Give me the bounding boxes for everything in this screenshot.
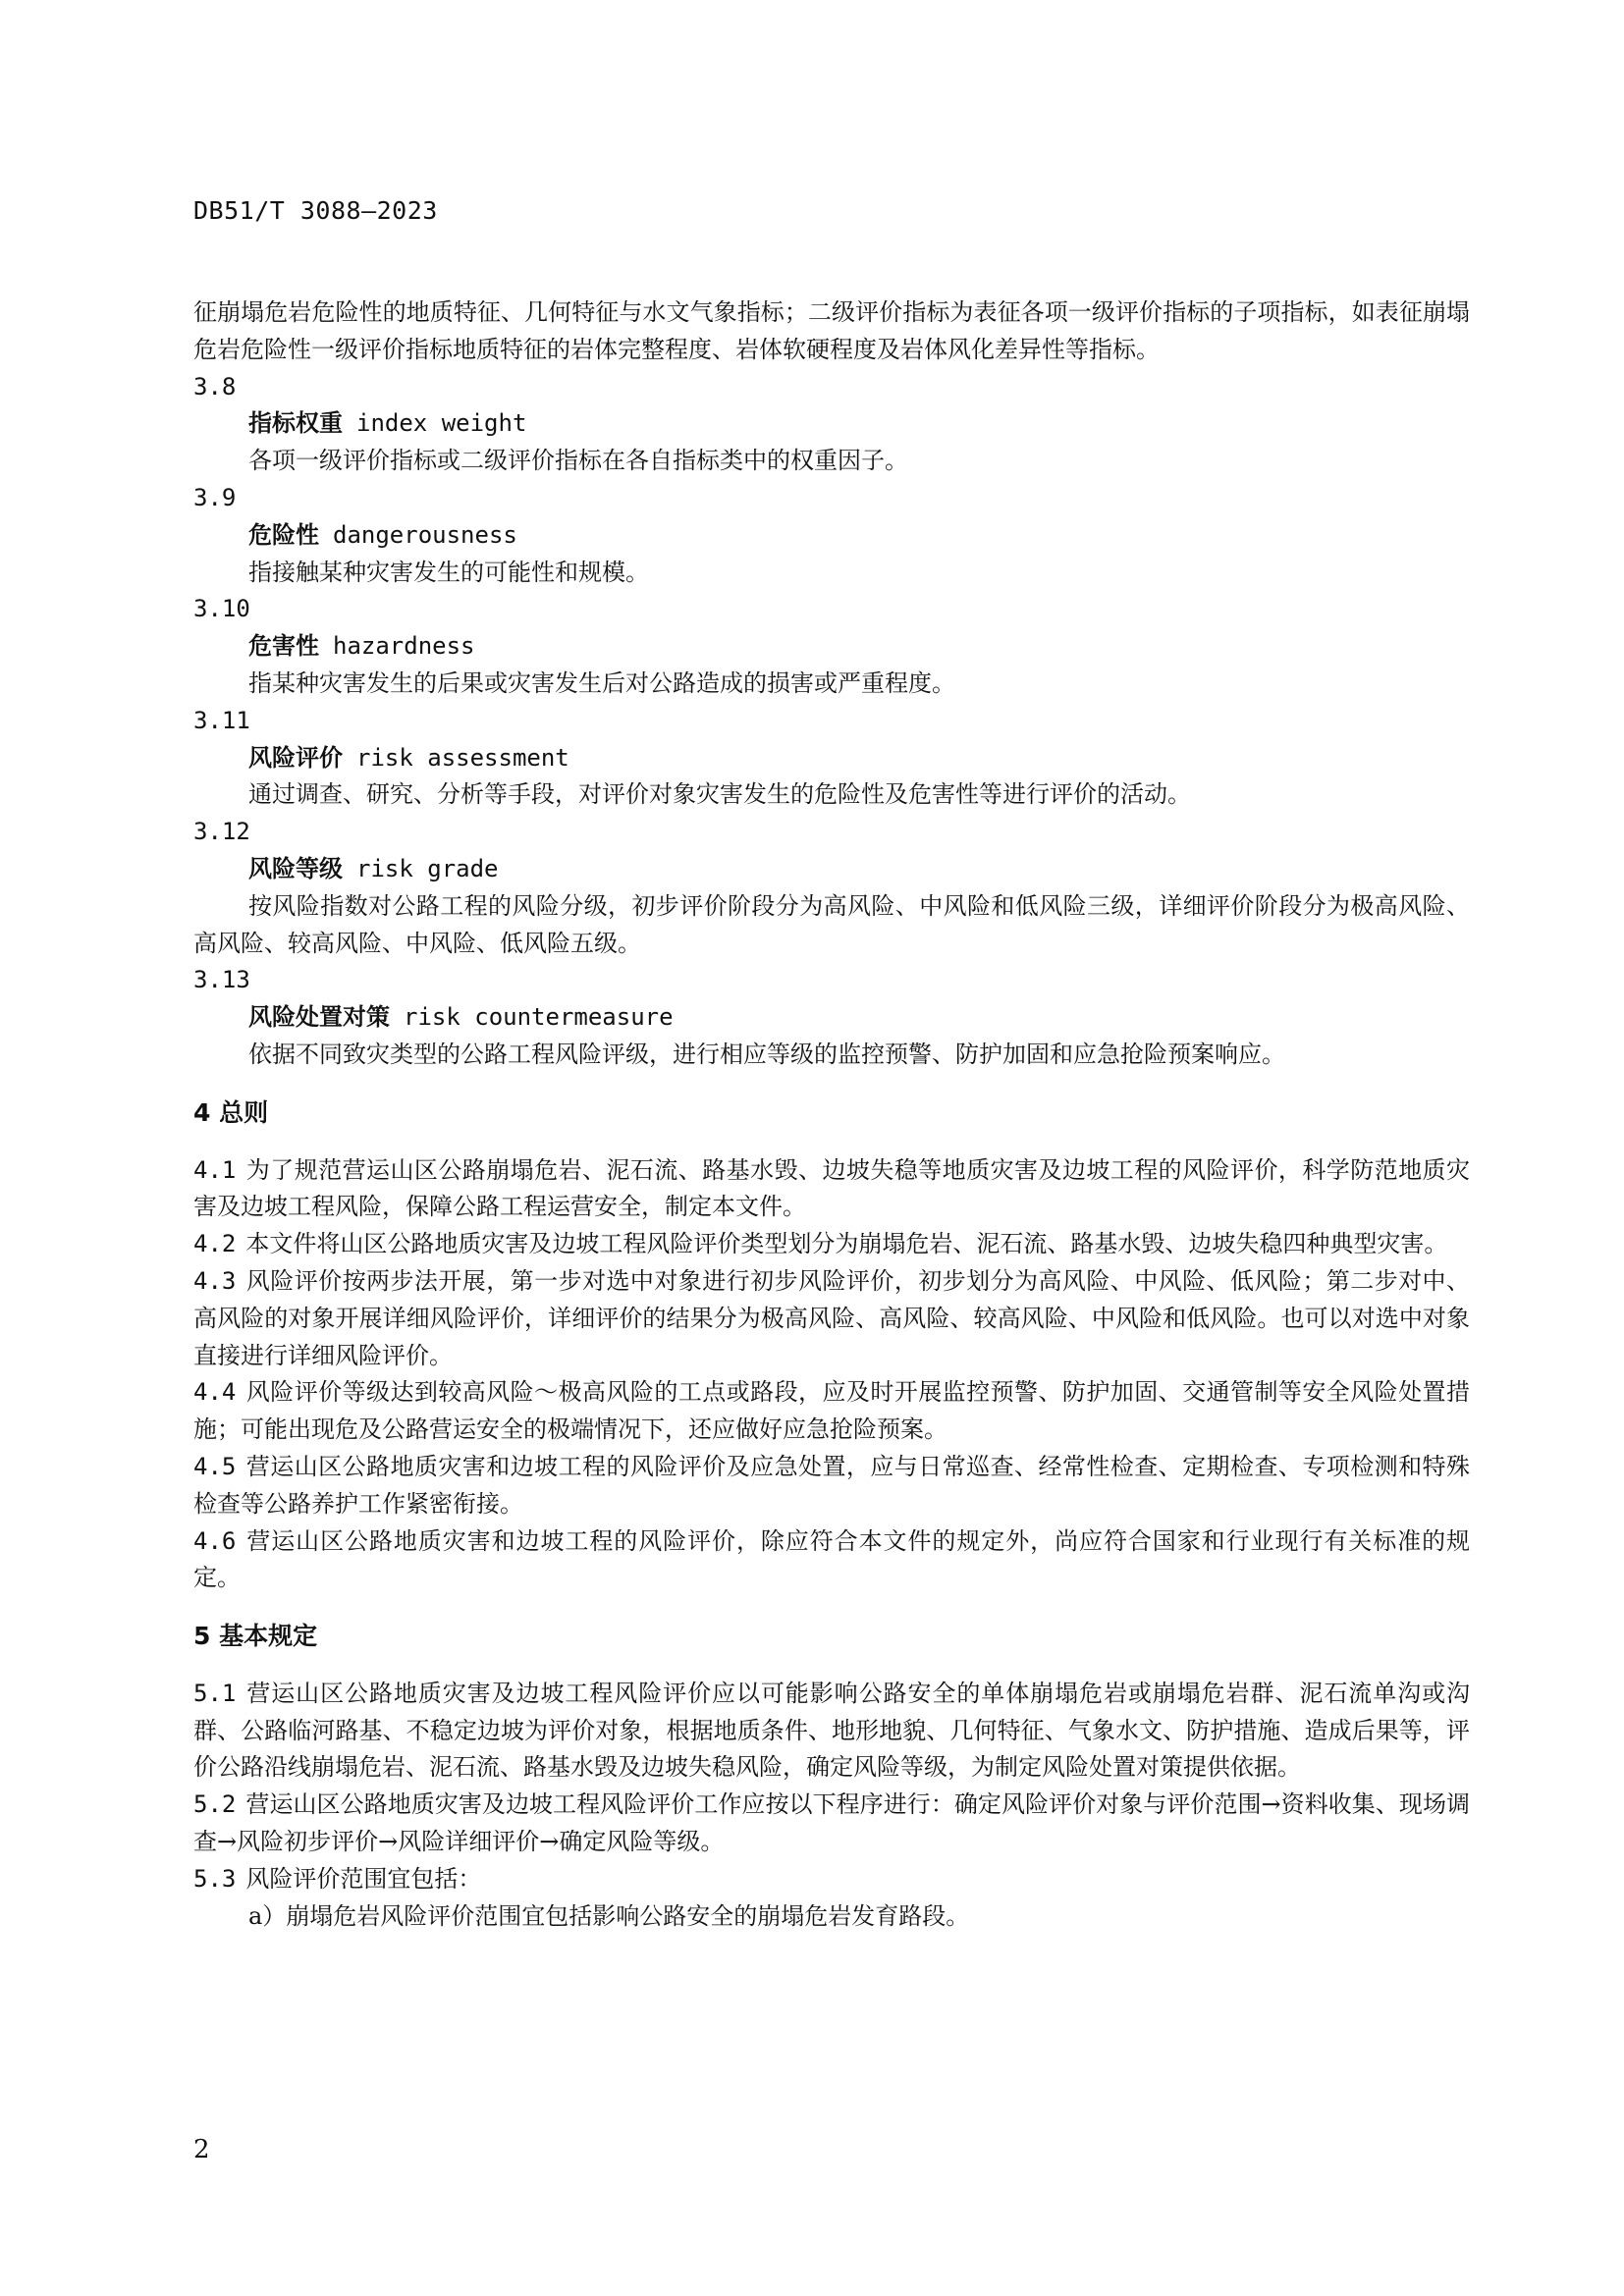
clause-text: 风险评价等级达到较高风险～极高风险的工点或路段，应及时开展监控预警、防护加固、交通管制等安全风险处置措施；可能出现危及公路营运安全的极端情况下，还应做好应急抢险预案。 — [193, 1378, 1470, 1444]
intro-paragraph: 征崩塌危岩危险性的地质特征、几何特征与水文气象指标；二级评价指标为表征各项一级评价指标的子项指标，如表征崩塌危岩危险性一级评价指标地质特征的岩体完整程度、岩体软硬程度及岩体风化差异性等指标。 — [193, 298, 1470, 363]
clause — [193, 1152, 1470, 1227]
term-number: 3.8 — [193, 372, 237, 400]
document-code: DB51/T 3088—2023 — [193, 196, 438, 225]
term-entry — [193, 480, 1470, 591]
term-title — [193, 851, 1470, 888]
page-content — [193, 294, 1470, 1935]
term-definition: 依据不同致灾类型的公路工程风险评级，进行相应等级的监控预警、防护加固和应急抢险预案响应。 — [248, 1040, 1285, 1068]
term-english: risk assessment — [356, 743, 569, 772]
clause-number: 4.5 — [193, 1452, 237, 1480]
clause — [193, 1263, 1470, 1374]
term-title — [193, 999, 1470, 1037]
term-entry — [193, 703, 1470, 814]
term-title — [193, 628, 1470, 666]
term-english: risk grade — [356, 854, 499, 882]
term-chinese: 风险处置对策 — [248, 1003, 390, 1032]
clause-number: 5.3 — [193, 1864, 237, 1893]
clause — [193, 1523, 1470, 1598]
term-english: hazardness — [333, 632, 475, 661]
clause-number: 4.1 — [193, 1155, 237, 1184]
clause-text: 营运山区公路地质灾害和边坡工程的风险评价及应急处置，应与日常巡查、经常性检查、定期检查、专项检测和特殊检查等公路养护工作紧密衔接。 — [193, 1452, 1470, 1518]
list-text: 崩塌危岩风险评价范围宜包括影响公路安全的崩塌危岩发育路段。 — [286, 1901, 970, 1930]
section-heading-general: 4 总则 — [193, 1097, 269, 1127]
term-english: index weight — [356, 409, 527, 438]
term-definition: 各项一级评价指标或二级评价指标在各自指标类中的权重因子。 — [248, 447, 908, 475]
clause — [193, 1787, 1470, 1861]
term-entry — [193, 962, 1470, 1073]
term-entry — [193, 814, 1470, 962]
clause — [193, 1449, 1470, 1523]
term-english: risk countermeasure — [404, 1003, 674, 1032]
clause-text: 营运山区公路地质灾害和边坡工程的风险评价，除应符合本文件的规定外，尚应符合国家和行业现行有关标准的规定。 — [193, 1526, 1470, 1592]
term-title — [193, 740, 1470, 777]
clause-text: 营运山区公路地质灾害及边坡工程风险评价工作应按以下程序进行：确定风险评价对象与评价范围→资料收集、现场调查→风险初步评价→风险详细评价→确定风险等级。 — [193, 1790, 1470, 1856]
term-chinese: 危险性 — [248, 520, 319, 549]
section-heading-basic-rules: 5 基本规定 — [193, 1622, 318, 1651]
clause — [193, 1861, 1470, 1898]
page-number: 2 — [193, 2135, 210, 2164]
term-number: 3.12 — [193, 818, 250, 846]
term-number: 3.13 — [193, 966, 250, 994]
clause-text: 营运山区公路地质灾害及边坡工程风险评价应以可能影响公路安全的单体崩塌危岩或崩塌危岩群、泥石流单沟或沟群、公路临河路基、不稳定边坡为评价对象，根据地质条件、地形地貌、几何特征、气象水文、防护措施、造成后果等，评价公路沿线崩塌危岩、泥石流、路基水毁及边坡失稳风险，确定风险等级，为制定风险处置对策提供依据。 — [193, 1679, 1470, 1782]
term-english: dangerousness — [333, 520, 517, 549]
clause-text: 为了规范营运山区公路崩塌危岩、泥石流、路基水毁、边坡失稳等地质灾害及边坡工程的风险评价，科学防范地质灾害及边坡工程风险，保障公路工程运营安全，制定本文件。 — [193, 1155, 1470, 1221]
term-definition: 按风险指数对公路工程的风险分级，初步评价阶段分为高风险、中风险和低风险三级，详细评价阶段分为极高风险、高风险、较高风险、中风险、低风险五级。 — [193, 891, 1470, 957]
clause-number: 4.3 — [193, 1266, 237, 1295]
term-chinese: 风险评价 — [248, 743, 343, 772]
term-definition: 指某种灾害发生的后果或灾害发生后对公路造成的损害或严重程度。 — [248, 668, 955, 697]
term-entry — [193, 591, 1470, 702]
term-title — [193, 517, 1470, 555]
clause-text: 本文件将山区公路地质灾害及边坡工程风险评价类型划分为崩塌危岩、泥石流、路基水毁、边坡失稳四种典型灾害。 — [245, 1230, 1448, 1258]
term-number: 3.11 — [193, 706, 250, 734]
term-number: 3.9 — [193, 483, 237, 511]
clause-number: 4.2 — [193, 1230, 237, 1258]
clause — [193, 1676, 1470, 1787]
clause-text: 风险评价范围宜包括： — [245, 1864, 482, 1893]
term-chinese: 指标权重 — [248, 409, 343, 438]
clause-number: 5.2 — [193, 1790, 237, 1819]
clause — [193, 1226, 1470, 1263]
clause-number: 5.1 — [193, 1679, 237, 1707]
clause-number: 4.4 — [193, 1378, 237, 1407]
term-entry — [193, 369, 1470, 480]
clause-number: 4.6 — [193, 1526, 237, 1555]
term-chinese: 危害性 — [248, 632, 319, 661]
term-number: 3.10 — [193, 595, 250, 623]
list-marker: a） — [248, 1901, 287, 1930]
clause — [193, 1374, 1470, 1449]
term-chinese: 风险等级 — [248, 854, 343, 882]
term-definition: 通过调查、研究、分析等手段，对评价对象灾害发生的危险性及危害性等进行评价的活动。 — [248, 780, 1191, 809]
clause-text: 风险评价按两步法开展，第一步对选中对象进行初步风险评价，初步划分为高风险、中风险、低风险；第二步对中、高风险的对象开展详细风险评价，详细评价的结果分为极高风险、高风险、较高风险、中风险和低风险。也可以对选中对象直接进行详细风险评价。 — [193, 1266, 1470, 1369]
list-item — [193, 1898, 1470, 1936]
term-definition: 指接触某种灾害发生的可能性和规模。 — [248, 558, 649, 586]
term-title — [193, 405, 1470, 443]
